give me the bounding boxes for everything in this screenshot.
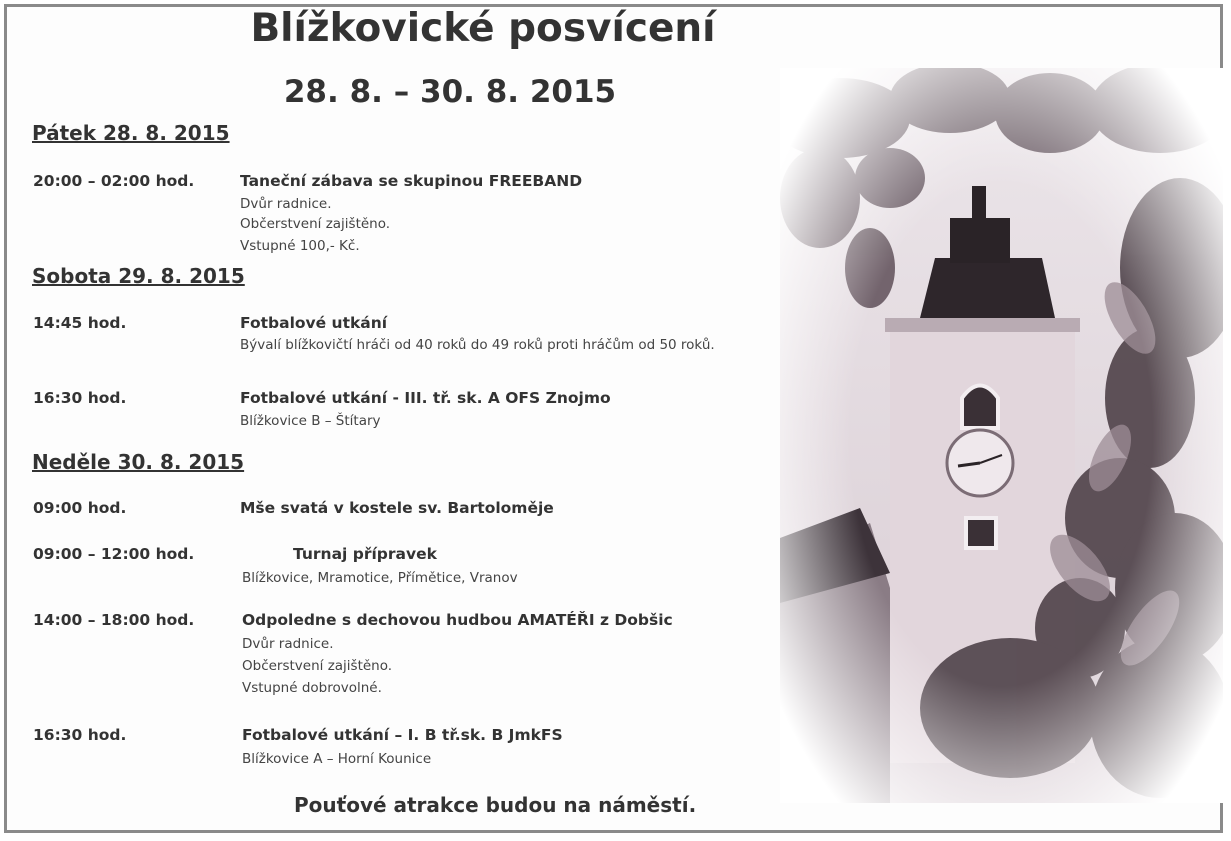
event-title: Odpoledne s dechovou hudbou AMATÉŘI z Dobšic [242, 611, 673, 629]
event-detail: Blížkovice, Mramotice, Přímětice, Vranov [242, 570, 518, 586]
day-heading-sunday: Neděle 30. 8. 2015 [32, 450, 245, 474]
event-detail: Bývalí blížkovičtí hráči od 40 roků do 49 roků proti hráčům od 50 roků. [240, 337, 715, 353]
event-time: 20:00 – 02:00 hod. [33, 172, 195, 190]
photo-vignette [780, 68, 1223, 803]
event-title: Mše svatá v kostele sv. Bartoloměje [240, 499, 554, 517]
event-time: 09:00 – 12:00 hod. [33, 545, 195, 563]
day-heading-friday: Pátek 28. 8. 2015 [32, 121, 230, 145]
event-title: Taneční zábava se skupinou FREEBAND [240, 172, 583, 190]
poster-footer: Pouťové atrakce budou na náměstí. [294, 793, 697, 817]
event-detail: Občerstvení zajištěno. [240, 216, 391, 232]
event-detail: Vstupné 100,- Kč. [240, 238, 360, 254]
event-detail: Blížkovice A – Horní Kounice [242, 751, 432, 767]
event-detail: Vstupné dobrovolné. [242, 680, 382, 696]
event-time: 09:00 hod. [33, 499, 127, 517]
day-heading-saturday: Sobota 29. 8. 2015 [32, 264, 245, 288]
church-tower-photo [780, 68, 1223, 803]
event-time: 16:30 hod. [33, 389, 127, 407]
event-detail: Dvůr radnice. [240, 196, 332, 212]
poster-dates: 28. 8. – 30. 8. 2015 [283, 74, 617, 110]
event-detail: Dvůr radnice. [242, 636, 334, 652]
event-detail: Blížkovice B – Štítary [240, 413, 381, 429]
event-title: Fotbalové utkání [240, 314, 388, 332]
event-title: Fotbalové utkání – I. B tř.sk. B JmkFS [242, 726, 563, 744]
poster-title: Blížkovické posvícení [250, 6, 716, 51]
event-detail: Občerstvení zajištěno. [242, 658, 393, 674]
event-time: 14:45 hod. [33, 314, 127, 332]
event-time: 14:00 – 18:00 hod. [33, 611, 195, 629]
event-time: 16:30 hod. [33, 726, 127, 744]
event-title: Turnaj přípravek [293, 545, 437, 563]
event-title: Fotbalové utkání - III. tř. sk. A OFS Znojmo [240, 389, 611, 407]
